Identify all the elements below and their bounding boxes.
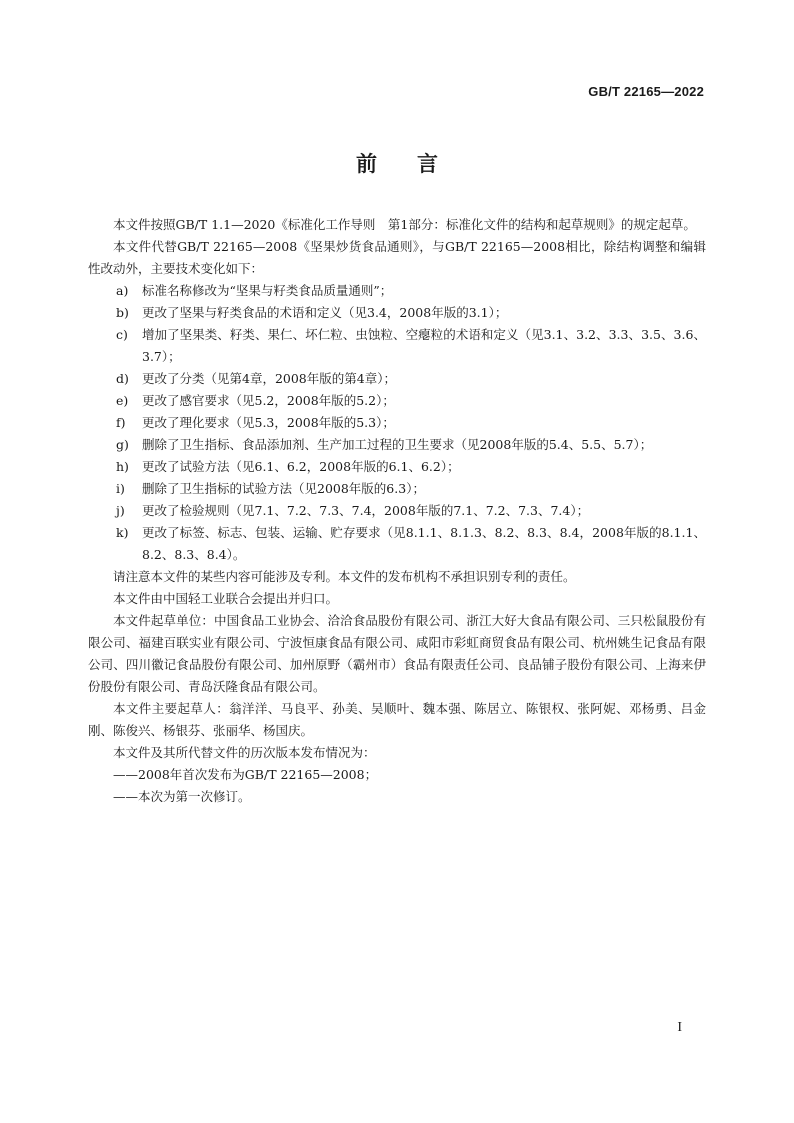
list-item bbox=[88, 390, 706, 412]
page-title bbox=[0, 148, 794, 178]
list-marker: f) bbox=[116, 415, 126, 430]
list-marker: k) bbox=[116, 525, 129, 540]
list-item-text: 更改了分类（见第4章，2008年版的第4章）； bbox=[142, 371, 396, 386]
list-item bbox=[88, 368, 706, 390]
list-item-text: 更改了试验方法（见6.1、6.2，2008年版的6.1、6.2）； bbox=[142, 459, 460, 474]
list-item bbox=[88, 302, 706, 324]
standard-code: GB/T 22165—2022 bbox=[588, 84, 704, 99]
list-item bbox=[88, 522, 706, 566]
list-item-text: 增加了坚果类、籽类、果仁、坏仁粒、虫蚀粒、空瘪粒的术语和定义（见3.1、3.2、3.3、3.5、3.6、3.7）； bbox=[142, 327, 706, 364]
paragraph-replacement: 本文件代替GB/T 22165—2008《坚果炒货食品通则》，与GB/T 22165—2008相比，除结构调整和编辑性改动外，主要技术变化如下： bbox=[88, 239, 706, 276]
list-marker: g) bbox=[116, 437, 129, 452]
list-item-text: 更改了感官要求（见5.2，2008年版的5.2）； bbox=[142, 393, 395, 408]
list-item bbox=[88, 456, 706, 478]
paragraph-drafters: 本文件主要起草人：翁洋洋、马良平、孙美、吴顺叶、魏本强、陈居立、陈银权、张阿妮、邓杨勇、吕金刚、陈俊兴、杨银芬、张丽华、杨国庆。 bbox=[88, 701, 706, 738]
changes-list bbox=[88, 280, 706, 566]
title-char-1: 前 bbox=[356, 152, 377, 176]
page-number: I bbox=[677, 1020, 682, 1035]
list-item bbox=[88, 478, 706, 500]
list-item-text: 更改了坚果与籽类食品的术语和定义（见3.4，2008年版的3.1）； bbox=[142, 305, 508, 320]
list-item-text: 更改了检验规则（见7.1、7.2、7.3、7.4，2008年版的7.1、7.2、7.3、7.4）； bbox=[142, 503, 590, 518]
list-item-text: 删除了卫生指标、食品添加剂、生产加工过程的卫生要求（见2008年版的5.4、5.5、5.7）； bbox=[142, 437, 653, 452]
list-marker: b) bbox=[116, 305, 129, 320]
list-marker: j) bbox=[116, 503, 125, 518]
paragraph-drafting-units: 本文件起草单位：中国食品工业协会、洽洽食品股份有限公司、浙江大好大食品有限公司、三只松鼠股份有限公司、福建百联实业有限公司、宁波恒康食品有限公司、咸阳市彩虹商贸食品有限公司、杭州姚生记食品有限公司、四川徽记食品股份有限公司、加州原野（霸州市）食品有限责任公司、良品铺子股份有限公司、上海来伊份股份有限公司、青岛沃隆食品有限公司。 bbox=[88, 613, 706, 694]
paragraph-history-intro: 本文件及其所代替文件的历次版本发布情况为： bbox=[113, 745, 376, 760]
list-marker: a) bbox=[116, 283, 129, 298]
list-marker: e) bbox=[116, 393, 129, 408]
list-item bbox=[88, 434, 706, 456]
list-item bbox=[88, 280, 706, 302]
list-item-text: 更改了理化要求（见5.3，2008年版的5.3）； bbox=[142, 415, 395, 430]
list-item bbox=[88, 324, 706, 368]
list-item bbox=[88, 500, 706, 522]
list-marker: d) bbox=[116, 371, 129, 386]
list-item-text: 更改了标签、标志、包装、运输、贮存要求（见8.1.1、8.1.3、8.2、8.3、8.4，2008年版的8.1.1、8.2、8.3、8.4）。 bbox=[142, 525, 706, 562]
list-item bbox=[88, 412, 706, 434]
list-marker: i) bbox=[116, 481, 125, 496]
list-marker: c) bbox=[116, 327, 128, 342]
history-item: ——2008年首次发布为GB/T 22165—2008； bbox=[113, 767, 378, 782]
list-item-text: 删除了卫生指标的试验方法（见2008年版的6.3）； bbox=[142, 481, 425, 496]
paragraph-proposer: 本文件由中国轻工业联合会提出并归口。 bbox=[113, 591, 339, 606]
history-item: ——本次为第一次修订。 bbox=[113, 789, 251, 804]
list-item-text: 标准名称修改为“坚果与籽类食品质量通则”； bbox=[142, 283, 393, 298]
foreword-body bbox=[88, 214, 706, 808]
paragraph-drafting-basis: 本文件按照GB/T 1.1—2020《标准化工作导则 第1部分：标准化文件的结构和起草规则》的规定起草。 bbox=[113, 217, 696, 232]
list-marker: h) bbox=[116, 459, 129, 474]
paragraph-patent-notice: 请注意本文件的某些内容可能涉及专利。本文件的发布机构不承担识别专利的责任。 bbox=[113, 569, 576, 584]
title-char-2: 言 bbox=[417, 152, 438, 176]
